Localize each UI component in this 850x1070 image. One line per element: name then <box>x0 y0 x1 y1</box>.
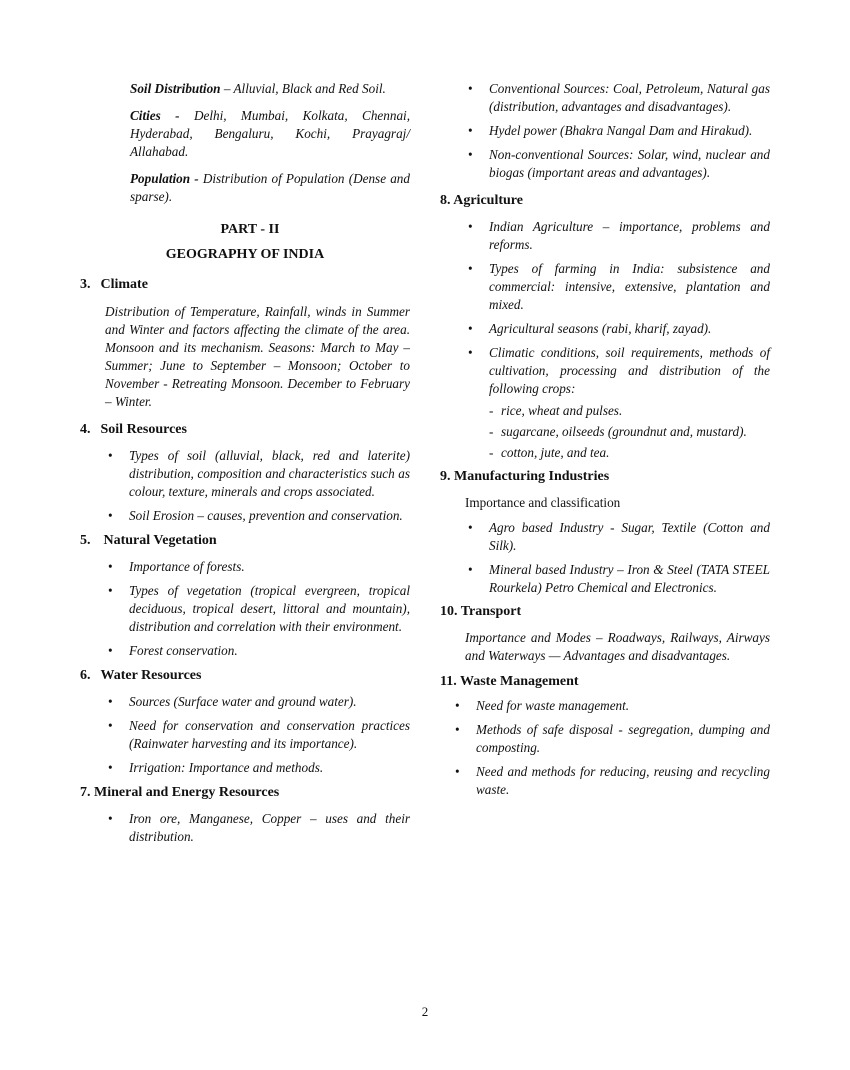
soil-distribution-line: Soil Distribution – Alluvial, Black and Red Soil. <box>130 81 386 96</box>
crop-item: - sugarcane, oilseeds (groundnut and, mustard). <box>489 423 770 441</box>
cities-label: Cities - <box>130 108 180 123</box>
agriculture-list <box>440 218 770 398</box>
list-item: • Methods of safe disposal - segregation, dumping and composting. <box>452 721 770 757</box>
list-item: • Types of soil (alluvial, black, red and laterite) distribution, composition and characteristics such as colour, texture, minerals and crops associated. <box>105 447 410 501</box>
climate-text: Distribution of Temperature, Rainfall, winds in Summer and Winter and factors affecting the climate of the area. Monsoon and its mechanism. Seasons: March to May – Summer; June to September – Monsoon; October to November - Retreating Monsoon. December to February – Winter. <box>105 304 410 409</box>
list-item: • Non-conventional Sources: Solar, wind, nuclear and biogas (important areas and advantages). <box>465 146 770 182</box>
transport-heading: 10. Transport <box>440 604 522 619</box>
list-item: • Sources (Surface water and ground water). <box>105 693 410 711</box>
list-item: • Conventional Sources: Coal, Petroleum, Natural gas (distribution, advantages and disadvantages). <box>465 80 770 116</box>
list-item: • Types of vegetation (tropical evergreen, tropical deciduous, tropical desert, littoral and mountain), distribution and correlation with their environment. <box>105 582 410 636</box>
right-column <box>440 80 770 805</box>
list-item: • Need and methods for reducing, reusing and recycling waste. <box>452 763 770 799</box>
crop-item: - cotton, jute, and tea. <box>489 444 770 462</box>
climate-heading: 3. Climate <box>80 277 148 292</box>
list-item: • Need for conservation and conservation practices (Rainwater harvesting and its importance). <box>105 717 410 753</box>
agriculture-heading: 8. Agriculture <box>440 193 523 208</box>
population-label: Population - <box>130 171 199 186</box>
soil-distribution-text: Alluvial, Black and Red Soil. <box>233 81 386 96</box>
list-item: • Climatic conditions, soil requirements, methods of cultivation, processing and distribution of the following crops: <box>465 344 770 398</box>
list-item: • Agricultural seasons (rabi, kharif, zayad). <box>465 320 770 338</box>
water-heading: 6. Water Resources <box>80 668 202 683</box>
list-item: • Importance of forests. <box>105 558 410 576</box>
cities-text: Delhi, Mumbai, Kolkata, Chennai, Hyderabad, Bengaluru, Kochi, Prayagraj/ Allahabad. <box>130 108 411 159</box>
vegetation-list <box>80 558 410 660</box>
list-item: • Iron ore, Manganese, Copper – uses and their distribution. <box>105 810 410 846</box>
soil-distribution-label: Soil Distribution <box>130 81 221 96</box>
manufacturing-list <box>440 519 770 597</box>
list-item: • Irrigation: Importance and methods. <box>105 759 410 777</box>
population-text: Distribution of Population (Dense and sparse). <box>130 171 410 204</box>
left-column <box>80 80 410 852</box>
manufacturing-heading: 9. Manufacturing Industries <box>440 469 610 484</box>
part-subtitle: GEOGRAPHY OF INDIA <box>165 247 325 262</box>
list-item: • Indian Agriculture – importance, problems and reforms. <box>465 218 770 254</box>
soil-list <box>80 447 410 525</box>
intro-block <box>80 80 410 206</box>
list-item: • Agro based Industry - Sugar, Textile (Cotton and Silk). <box>465 519 770 555</box>
crops-list <box>440 402 770 462</box>
list-item: • Forest conservation. <box>105 642 410 660</box>
list-item: • Soil Erosion – causes, prevention and conservation. <box>105 507 410 525</box>
manufacturing-intro: Importance and classification <box>465 495 621 510</box>
list-item: • Hydel power (Bhakra Nangal Dam and Hirakud). <box>465 122 770 140</box>
population-line <box>130 170 410 206</box>
water-list <box>80 693 410 777</box>
list-item: • Need for waste management. <box>452 697 770 715</box>
page-number: 2 <box>421 1004 429 1019</box>
transport-text: Importance and Modes – Roadways, Railways, Airways and Waterways — Advantages and disadvantages. <box>465 630 770 663</box>
crop-item: - rice, wheat and pulses. <box>489 402 770 420</box>
vegetation-heading: 5. Natural Vegetation <box>80 533 217 548</box>
list-item: • Types of farming in India: subsistence and commercial: intensive, extensive, plantation and mixed. <box>465 260 770 314</box>
waste-list <box>440 697 770 799</box>
cities-line <box>130 107 410 161</box>
mineral-heading: 7. Mineral and Energy Resources <box>80 785 280 800</box>
waste-heading: 11. Waste Management <box>440 674 579 689</box>
energy-list <box>440 80 770 182</box>
part-title: PART - II <box>220 222 280 237</box>
mineral-list <box>80 810 410 846</box>
list-item: • Mineral based Industry – Iron & Steel (TATA STEEL Rourkela) Petro Chemical and Electronics. <box>465 561 770 597</box>
soil-heading: 4. Soil Resources <box>80 422 187 437</box>
